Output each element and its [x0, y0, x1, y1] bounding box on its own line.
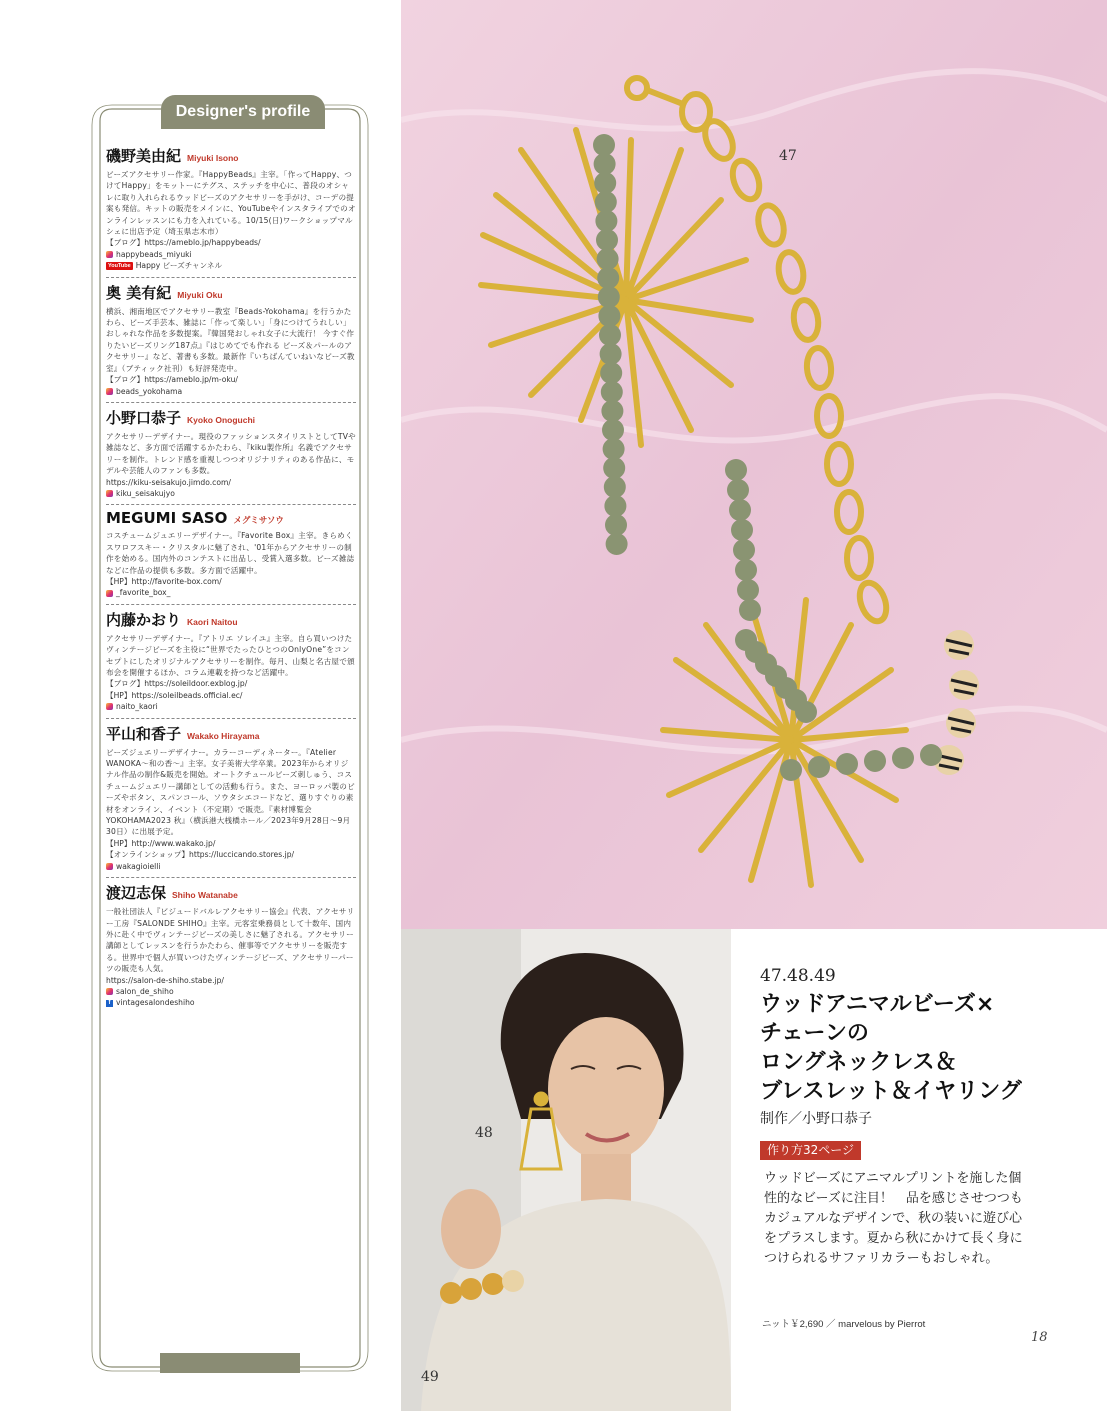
instagram-icon [106, 590, 113, 597]
designer-link[interactable] [106, 838, 356, 849]
designer-link[interactable] [106, 701, 356, 712]
page-number: 18 [1031, 1330, 1048, 1345]
sage-bead [595, 191, 617, 213]
sage-bead [795, 701, 817, 723]
sage-bead [733, 539, 755, 561]
designer-entry [106, 403, 356, 505]
designer-entry [106, 505, 356, 604]
instagram-icon [106, 388, 113, 395]
designer-name-roman: Miyuki Oku [177, 289, 223, 300]
designer-entry [106, 605, 356, 719]
photo-label-49: 49 [421, 1369, 439, 1385]
designer-bio: ビーズアクセサリー作家。『HappyBeads』主宰。「作ってHappy、つけてHappy」をモットーにテグス、ステッチを中心に、普段のオシャレに取り入れられるウッドビーズのアクセサリーを手がけ、コーデの提案も発信。キットの販売をメインに、YouTubeやインスタライブでのオンラインレッスンにも力を入れている。10/15(日)ワークショップマルシェに出店予定（埼玉県志木市） [106, 170, 356, 237]
designer-name-roman: Kaori Naitou [187, 616, 238, 627]
item-title-line: チェーンの [760, 1021, 869, 1046]
designer-link[interactable] [106, 477, 356, 488]
sage-bead [600, 362, 622, 384]
sage-bead [836, 753, 858, 775]
designer-link[interactable] [106, 975, 356, 986]
designer-link[interactable] [106, 690, 356, 701]
designer-name-jp: 渡辺志保 [106, 884, 167, 903]
howto-page-badge: 作り方32ページ [760, 1141, 861, 1160]
designer-link-text: 【HP】http://favorite-box.com/ [106, 576, 222, 586]
item-title-line: ブレスレット＆イヤリング [760, 1079, 1022, 1104]
designer-name-row [106, 609, 356, 630]
instagram-icon [106, 988, 113, 995]
designer-name-row [106, 407, 356, 428]
designer-name-row [106, 145, 356, 166]
item-title-line: ロングネックレス＆ [760, 1050, 957, 1075]
designer-link[interactable] [106, 260, 356, 271]
item-description: ウッドビーズにアニマルプリントを施した個性的なビーズに注目！ 品を感じさせつつもカジュアルなデザインで、秋の装いに遊び心をプラスします。夏から秋にかけて長く身につけられるサファリカラーもおしゃれ。 [764, 1171, 1023, 1266]
designer-name-row [106, 509, 356, 527]
designer-link[interactable] [106, 849, 356, 860]
designer-bio: ビーズジュエリーデザイナー。カラーコーディネーター。『Atelier WANOKA～和の香～』主宰。女子美術大学卒業。2023年からオリジナル作品の制作&販売を開始。オートクチュールビーズ刺しゅう、コスチュームジュエリー講師としての活動も行う。また、ヨーロッパ製のビーズやボタン、スパンコール、ソウタシエコードなど、選りすぐりの素材をオンライン、イベント（不定期）で販売。『素材博覧会 YOKOHAMA2023 秋』（横浜港大桟橋ホール／2023年9月28日～9月30日）に出展予定。 [106, 747, 355, 837]
designer-link-text: 【オンラインショップ】https://luccicando.stores.jp/ [106, 850, 295, 860]
instagram-icon [106, 251, 113, 258]
designer-link[interactable] [106, 678, 356, 689]
designer-link-text: Happy ビーズチャンネル [135, 261, 223, 271]
designer-link-text: 【HP】http://www.wakako.jp/ [106, 838, 216, 848]
designer-link-text: 【ブログ】https://ameblo.jp/m-oku/ [106, 375, 238, 385]
designer-link-text: naito_kaori [116, 702, 158, 712]
photo-label-48: 48 [475, 1125, 493, 1141]
sage-bead [892, 747, 914, 769]
sage-bead [603, 438, 625, 460]
designer-link[interactable] [106, 237, 356, 248]
sage-bead [596, 229, 618, 251]
designer-bio: アクセサリーデザイナー。現役のファッションスタイリストとしてTVや雑誌など、多方面で活躍するかたわら、『kiku製作所』名義でアクセサリーを制作。トレンド感を重視しつつオリジナリティのある作品に、モデルや芸能人のファンも多数。 [106, 431, 356, 476]
designer-name-roman: Kyoko Onoguchi [187, 414, 256, 425]
sage-bead [606, 533, 628, 555]
designer-name-jp: MEGUMI SASO [106, 509, 228, 528]
sage-bead [604, 476, 626, 498]
designer-link[interactable] [106, 249, 356, 260]
designer-link-text: 【ブログ】https://soleildoor.exblog.jp/ [106, 679, 248, 689]
sage-bead [920, 744, 942, 766]
instagram-icon [106, 703, 113, 710]
designer-link-text: salon_de_shiho [116, 986, 174, 996]
designer-name-row [106, 882, 356, 903]
sage-bead [605, 514, 627, 536]
designer-entry [106, 878, 356, 1014]
facebook-icon: f [106, 1000, 113, 1007]
photo-label-47: 47 [779, 148, 797, 164]
designer-name-roman: Wakako Hirayama [187, 730, 260, 741]
sage-bead [595, 210, 617, 232]
designer-link[interactable] [106, 997, 356, 1008]
designer-bio: コスチュームジュエリーデザイナー。『Favorite Box』主宰。きらめくスワロフスキー・クリスタルに魅了され、'01年からアクセサリーの制作を始める。国内外のコンテストに出品し、受賞入選多数。ビーズ雑誌などに作品の提供も多数。多方面で活躍中。 [106, 531, 355, 575]
designer-name-roman: メグミサソウ [233, 515, 284, 526]
sage-bead [603, 457, 625, 479]
designer-link-text: _favorite_box_ [116, 588, 171, 598]
designer-link-text: wakagioielli [116, 861, 161, 871]
sage-bead [597, 248, 619, 270]
youtube-icon: YouTube [108, 262, 131, 269]
sage-bead [594, 153, 616, 175]
designer-entry [106, 719, 356, 878]
instagram-icon [106, 490, 113, 497]
designer-link[interactable] [106, 374, 356, 385]
sage-bead [600, 343, 622, 365]
sage-bead [602, 419, 624, 441]
catalog-number: 47.48.49 [760, 966, 836, 986]
sage-bead [599, 324, 621, 346]
sage-bead [864, 750, 886, 772]
designer-link[interactable] [106, 986, 356, 997]
sage-bead [729, 499, 751, 521]
designer-link-text: 【HP】https://soleilbeads.official.ec/ [106, 690, 243, 700]
designer-name-jp: 小野口恭子 [106, 408, 182, 427]
designer-link-text: kiku_seisakujyo [116, 488, 175, 498]
designer-name-jp: 奥 美有紀 [106, 283, 172, 302]
designer-profile-panel [88, 103, 372, 1373]
sage-bead [725, 459, 747, 481]
designer-bio: アクセサリーデザイナー。『アトリエ ソレイユ』主宰。自ら買いつけたヴィンテージビーズを主役に“世界でたったひとつのOnlyOne”をコンセプトにしたオリジナルアクセサリーを制作。毎月、山梨と名古屋で頒布会を開催するほか、コラム連載を持つなど活躍中。 [106, 633, 355, 677]
designer-link[interactable] [106, 861, 356, 872]
designer-link-text: vintagesalondeshiho [116, 998, 195, 1008]
designer-link-text: https://salon-de-shiho.stabe.jp/ [106, 975, 224, 985]
profile-header-tab [161, 95, 325, 129]
sage-bead [727, 479, 749, 501]
sage-bead [597, 267, 619, 289]
designer-name-jp: 磯野美由紀 [106, 147, 182, 165]
designer-name-roman: Shiho Watanabe [172, 890, 238, 901]
designer-name-jp: 平山和香子 [106, 724, 182, 743]
designer-bio: 一般社団法人『ビジュードバルレアクセサリー協会』代表、アクセサリー工房『SALONDE SHIHO』主宰。元客室乗務員として十数年、国内外に赴く中でヴィンテージビーズの美しさに魅了される。アクセサリー講師としてレッスンを行うかたわら、催事等でアクセサリーを販売する。世界中で個人が買いつけたヴィンテージビーズ、アクセサリーパーツの販売も人気。 [106, 907, 355, 974]
designer-link[interactable] [106, 576, 356, 587]
sage-bead [735, 559, 757, 581]
designer-name-jp: 内藤かおり [106, 610, 182, 629]
necklace-photo [401, 0, 1107, 929]
designer-name-roman: Miyuki Isono [187, 153, 239, 163]
sage-bead [737, 579, 759, 601]
profile-header-title: Designer's profile [175, 103, 311, 120]
designer-bio: 横浜、湘南地区でアクセサリー教室『Beads-Yokohama』を行うかたわら、ビーズ手芸本、雑誌に「作って楽しい」「身につけてうれしい」おしゃれな作品を多数提案。『韓国発おしゃれ女子に大流行！ 今すぐ作りたいビーズリング187点』『はじめてでも作れる ビーズ＆パールのアクセサリー』など、著書も多数。最新作『いちばんていねいなビーズ教室』（ブティック社刊）も好評発売中。 [106, 306, 355, 373]
designer-entry [106, 141, 356, 278]
designer-link-text: happybeads_miyuki [116, 249, 192, 259]
sage-bead [731, 519, 753, 541]
designer-name-row [106, 282, 356, 303]
instagram-icon [106, 863, 113, 870]
designer-link-text: https://kiku-seisakujo.jimdo.com/ [106, 477, 231, 487]
sage-bead [808, 756, 830, 778]
item-title-line: ウッドアニマルビーズ× [760, 992, 995, 1017]
clothing-credit: ニット￥2,690 ／ marvelous by Pierrot [762, 1319, 926, 1330]
designer-link[interactable] [106, 386, 356, 397]
sage-bead [604, 495, 626, 517]
designer-entry [106, 278, 356, 403]
designer-link[interactable] [106, 488, 356, 499]
item-title [760, 990, 1100, 1106]
sage-bead [598, 305, 620, 327]
designer-name-row [106, 723, 356, 744]
designer-link[interactable] [106, 587, 356, 598]
sage-bead [601, 381, 623, 403]
model-portrait-photo [401, 929, 731, 1411]
sage-bead [594, 172, 616, 194]
sage-bead [598, 286, 620, 308]
profile-list [106, 141, 356, 1014]
sage-bead [593, 134, 615, 156]
sage-bead [780, 759, 802, 781]
designer-link-text: beads_yokohama [116, 386, 183, 396]
sage-bead [739, 599, 761, 621]
maker-credit: 制作／小野口恭子 [760, 1111, 872, 1127]
sage-bead [601, 400, 623, 422]
designer-link-text: 【ブログ】https://ameblo.jp/happybeads/ [106, 238, 261, 248]
